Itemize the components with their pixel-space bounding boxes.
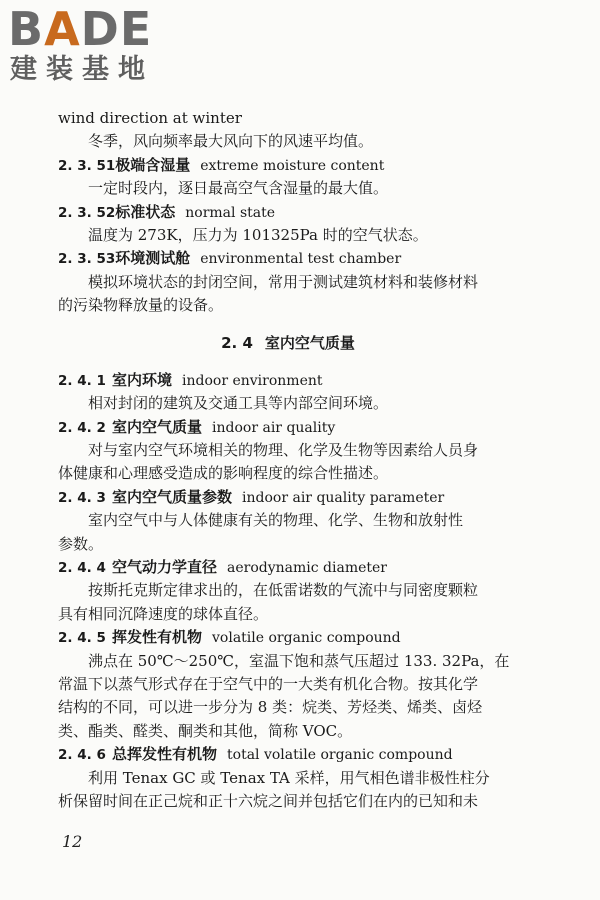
term-chinese: 总挥发性有机物	[112, 745, 218, 764]
entries-2-3	[58, 154, 518, 318]
term-english: aerodynamic diameter	[227, 560, 387, 577]
entry-number: 2. 4. 5	[58, 630, 106, 647]
definition-line: 的污染物释放量的设备。	[58, 296, 224, 315]
entry-number: 2. 3. 52	[58, 204, 116, 221]
definition-line: 利用 Tenax GC 或 Tenax TA 采样，用气相色谱非极性柱分	[88, 768, 490, 787]
entry-heading	[58, 247, 518, 270]
definition-line: 类、酯类、醛类、酮类和其他，简称 VOC。	[58, 721, 353, 740]
document-body	[58, 107, 518, 813]
logo-letter-a: A	[44, 2, 81, 56]
entry-number: 2. 4. 3	[58, 489, 106, 506]
term-chinese: 挥发性有机物	[112, 628, 203, 647]
logo-letters-de: DE	[80, 2, 153, 56]
term-english: extreme moisture content	[200, 157, 385, 174]
term-english: indoor air quality parameter	[242, 489, 445, 506]
definition-line: 常温下以蒸气形式存在于空气中的一大类有机化合物。按其化学	[58, 674, 479, 693]
term-english: indoor environment	[182, 372, 323, 389]
term-english: total volatile organic compound	[227, 747, 453, 764]
entry-heading	[58, 201, 518, 224]
logo-chinese-name: 建装基地	[10, 54, 154, 85]
definition-line: 体健康和心理感受造成的影响程度的综合性描述。	[58, 464, 389, 483]
entry-number: 2. 3. 51	[58, 157, 116, 174]
logo-letter-b: B	[8, 2, 45, 56]
entry-number: 2. 4. 2	[58, 419, 106, 436]
entry-heading	[58, 416, 518, 439]
entry-heading	[58, 743, 518, 766]
entry-number: 2. 3. 53	[58, 251, 116, 268]
definition-line: 室内空气中与人体健康有关的物理、化学、生物和放射性	[88, 511, 464, 530]
page-number: 12	[62, 832, 83, 851]
term-english: normal state	[185, 204, 276, 221]
continued-term-en: wind direction at winter	[58, 109, 242, 127]
entry-heading	[58, 626, 518, 649]
logo-wordmark	[8, 2, 152, 56]
term-chinese: 室内空气质量参数	[112, 487, 233, 506]
definition-line: 按斯托克斯定律求出的，在低雷诺数的气流中与同密度颗粒	[88, 581, 479, 600]
entry-heading	[58, 486, 518, 509]
term-chinese: 标准状态	[115, 202, 176, 221]
term-chinese: 室内空气质量	[112, 417, 203, 436]
term-english: indoor air quality	[212, 419, 336, 436]
definition-line: 析保留时间在正己烷和正十六烷之间并包括它们在内的已知和未	[58, 791, 479, 810]
term-chinese: 室内环境	[112, 370, 173, 389]
term-english: volatile organic compound	[212, 630, 401, 647]
entry-heading	[58, 369, 518, 392]
term-chinese: 空气动力学直径	[112, 558, 218, 577]
definition-line: 参数。	[58, 534, 104, 553]
definition-line: 温度为 273K，压力为 101325Pa 时的空气状态。	[88, 225, 428, 244]
section-number: 2. 4	[221, 333, 253, 352]
entry-number: 2. 4. 6	[58, 747, 106, 764]
entry-number: 2. 4. 1	[58, 372, 106, 389]
section-heading	[58, 332, 518, 355]
entry-number: 2. 4. 4	[58, 560, 106, 577]
term-chinese: 极端含湿量	[115, 155, 191, 174]
term-chinese: 环境测试舱	[115, 249, 191, 268]
definition-line: 一定时段内，逐日最高空气含湿量的最大值。	[88, 179, 389, 198]
definition-line: 模拟环境状态的封闭空间，常用于测试建筑材料和装修材料	[88, 272, 479, 291]
term-english: environmental test chamber	[200, 251, 402, 268]
definition-line: 结构的不同，可以进一步分为 8 类：烷类、芳烃类、烯类、卤烃	[58, 698, 483, 717]
definition-line: 相对封闭的建筑及交通工具等内部空间环境。	[88, 394, 389, 413]
definition-line: 对与室内空气环境相关的物理、化学及生物等因素给人员身	[88, 441, 479, 460]
continued-definition: 冬季，风向频率最大风向下的风速平均值。	[88, 132, 374, 151]
entry-heading	[58, 154, 518, 177]
entry-heading	[58, 556, 518, 579]
section-title-text: 室内空气质量	[264, 333, 355, 352]
entries-2-4	[58, 369, 518, 813]
definition-line: 沸点在 50℃～250℃，室温下饱和蒸气压超过 133. 32Pa，在	[88, 651, 510, 670]
bade-logo	[8, 2, 178, 90]
definition-line: 具有相同沉降速度的球体直径。	[58, 604, 269, 623]
